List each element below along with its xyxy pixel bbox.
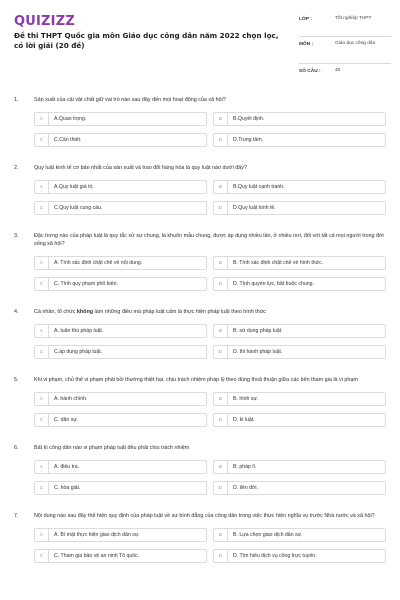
question-number: 1. <box>14 97 19 103</box>
option-b[interactable] <box>213 180 386 194</box>
option-letter: D <box>214 202 228 214</box>
question-number: 2. <box>14 165 19 171</box>
option-d[interactable] <box>213 345 386 359</box>
option-b[interactable] <box>213 256 386 270</box>
meta-count-label: SỐ CÂU : <box>299 69 321 74</box>
option-text: D. thi hành pháp luật. <box>233 349 283 355</box>
option-text: B. Tính xác định chặt chẽ về hình thức. <box>233 260 324 266</box>
option-letter: D <box>214 482 228 494</box>
option-b[interactable] <box>213 460 386 474</box>
option-text: C. hòa giải. <box>54 485 81 491</box>
question-2 <box>14 164 386 215</box>
option-letter: C <box>35 550 49 562</box>
option-b[interactable] <box>213 112 386 126</box>
option-letter: D <box>214 134 228 146</box>
meta-subject-value: Giáo dục công dân <box>335 41 376 46</box>
option-text: B.Quyết định. <box>233 116 265 122</box>
option-letter: B <box>214 393 228 405</box>
option-text: A. điều tra. <box>54 464 80 470</box>
question-text: Khi vi phạm, chủ thể vi phạm phải bồi thường thiệt hại, chịu trách nhiệm pháp lý theo đúng thoả thuận giữa các bên tham gia là vi phạm <box>34 377 358 383</box>
option-text: D. Tìm hiểu dịch vụ công trực tuyến. <box>233 553 317 559</box>
question-number: 6. <box>14 445 19 451</box>
option-text: D. kỉ luật. <box>233 417 255 423</box>
option-a[interactable] <box>34 180 207 194</box>
question-number: 5. <box>14 377 19 383</box>
option-text: A. Tính xác định chặt chẽ về nội dung. <box>54 260 143 266</box>
option-letter: B <box>214 325 228 337</box>
worksheet-meta <box>299 12 391 79</box>
option-text: D.Quy luật kinh tế. <box>233 205 276 211</box>
question-text: Quy luật kinh tế cơ bản nhất của sản xuất và trao đổi hàng hóa là quy luật nào dưới đây? <box>34 165 247 171</box>
question-5 <box>14 376 386 427</box>
option-text: A.Quan trọng. <box>54 116 87 122</box>
question-number: 3. <box>14 233 19 239</box>
option-text: B. sử dụng pháp luật. <box>233 328 283 334</box>
option-letter: B <box>214 257 228 269</box>
meta-count-row <box>299 64 391 79</box>
question-list <box>14 96 386 563</box>
option-c[interactable] <box>34 201 207 215</box>
option-text: C. Tính quy phạm phổ biến. <box>54 281 118 287</box>
question-number: 4. <box>14 309 19 315</box>
option-letter: C <box>35 278 49 290</box>
question-6 <box>14 444 386 495</box>
quizizz-logo[interactable] <box>14 14 75 29</box>
question-text-emphasis: không <box>76 309 94 315</box>
option-letter: A <box>35 393 49 405</box>
question-text: Nội dung nào sau đây thể hiện quy định của pháp luật về sự bình đẳng của công dân trong việc thực hiện nghĩa vụ trước Nhà nước và xã hội? <box>34 513 375 519</box>
option-text: A.Quy luật giá trị. <box>54 184 94 190</box>
option-letter: A <box>35 529 49 541</box>
option-letter: B <box>214 113 228 125</box>
option-c[interactable] <box>34 549 207 563</box>
option-d[interactable] <box>213 549 386 563</box>
option-text: C. Tham gia bảo vệ an ninh Tổ quốc. <box>54 553 140 559</box>
meta-class-row <box>299 12 391 37</box>
option-letter: C <box>35 134 49 146</box>
option-letter: A <box>35 461 49 473</box>
question-text-part: Cá nhân, tổ chức <box>34 309 77 315</box>
answer-options <box>34 460 386 495</box>
meta-count-value: 40 <box>335 68 341 73</box>
option-c[interactable] <box>34 413 207 427</box>
answer-options <box>34 180 386 215</box>
meta-class-label: LỚP : <box>299 17 313 22</box>
option-text: D. liên đới. <box>233 485 259 491</box>
option-a[interactable] <box>34 460 207 474</box>
option-text: B. Lựa chọn giao dịch dân sự. <box>233 532 303 538</box>
answer-options <box>34 112 386 147</box>
answer-options <box>34 324 386 359</box>
option-letter: D <box>214 278 228 290</box>
option-text: D. Tính quyền lực, bắt buộc chung. <box>233 281 314 287</box>
option-text: C. dân sự. <box>54 417 79 423</box>
question-3 <box>14 232 386 291</box>
option-text: B.Quy luật cạnh tranh. <box>233 184 285 190</box>
option-a[interactable] <box>34 112 207 126</box>
option-d[interactable] <box>213 413 386 427</box>
option-b[interactable] <box>213 324 386 338</box>
meta-class-value: Tốt nghiệp THPT <box>335 16 372 21</box>
option-text: A. tuân thủ pháp luật. <box>54 328 104 334</box>
option-letter: B <box>214 181 228 193</box>
option-letter: D <box>214 550 228 562</box>
question-text: Bất kì công dân nào vi phạm pháp luật đều phải chịu trách nhiệm <box>34 445 190 451</box>
question-number: 7. <box>14 513 19 519</box>
option-a[interactable] <box>34 392 207 406</box>
meta-subject-label: MÔN : <box>299 42 314 47</box>
option-letter: B <box>214 461 228 473</box>
option-d[interactable] <box>213 201 386 215</box>
option-letter: B <box>214 529 228 541</box>
logo-text: QUIZIZZ <box>14 14 75 29</box>
option-text: C.áp dụng pháp luật. <box>54 349 103 355</box>
answer-options <box>34 528 386 563</box>
option-letter: C <box>35 482 49 494</box>
option-c[interactable] <box>34 133 207 147</box>
option-letter: D <box>214 346 228 358</box>
option-text: B. pháp lí. <box>233 464 257 470</box>
question-7 <box>14 512 386 563</box>
question-text-part: làm những điều mà pháp luật cấm là thực hiện pháp luật theo hình thức <box>93 309 267 315</box>
option-c[interactable] <box>34 481 207 495</box>
option-letter: C <box>35 414 49 426</box>
option-text: B. hình sự. <box>233 396 259 402</box>
option-letter: A <box>35 325 49 337</box>
option-letter: D <box>214 414 228 426</box>
option-d[interactable] <box>213 481 386 495</box>
option-text: A. hành chính. <box>54 396 88 402</box>
option-text: D.Trung tâm. <box>233 137 264 143</box>
option-b[interactable] <box>213 392 386 406</box>
option-letter: A <box>35 257 49 269</box>
option-letter: C <box>35 202 49 214</box>
option-c[interactable] <box>34 345 207 359</box>
option-d[interactable] <box>213 133 386 147</box>
option-c[interactable] <box>34 277 207 291</box>
answer-options <box>34 256 386 291</box>
option-text: A. Bí mật thực hiện giao dịch dân sự. <box>54 532 140 538</box>
option-letter: A <box>35 181 49 193</box>
option-text: C.Quy luật cung cầu. <box>54 205 103 211</box>
question-text: Sản xuất của cải vật chất giữ vai trò nào sau đây đến mọi hoạt động của xã hội? <box>34 97 226 103</box>
option-text: C.Cần thiết. <box>54 137 82 143</box>
question-text <box>34 308 386 316</box>
meta-subject-row <box>299 37 391 64</box>
option-letter: A <box>35 113 49 125</box>
question-text: Đặc trưng nào của pháp luật là quy tắc xử sự chung, là khuôn mẫu chung, được áp dụng nhiều lần, ở nhiều nơi, đối với tất cả mọi người trong đời sống xã hội? <box>34 233 384 247</box>
worksheet-title: Đề thi THPT Quốc gia môn Giáo dục công dân năm 2022 chọn lọc, có lời giải (20 đề) <box>14 31 279 50</box>
option-b[interactable] <box>213 528 386 542</box>
question-1 <box>14 96 386 147</box>
option-a[interactable] <box>34 528 207 542</box>
question-4 <box>14 308 386 359</box>
option-a[interactable] <box>34 324 207 338</box>
option-letter: C <box>35 346 49 358</box>
option-d[interactable] <box>213 277 386 291</box>
answer-options <box>34 392 386 427</box>
option-a[interactable] <box>34 256 207 270</box>
